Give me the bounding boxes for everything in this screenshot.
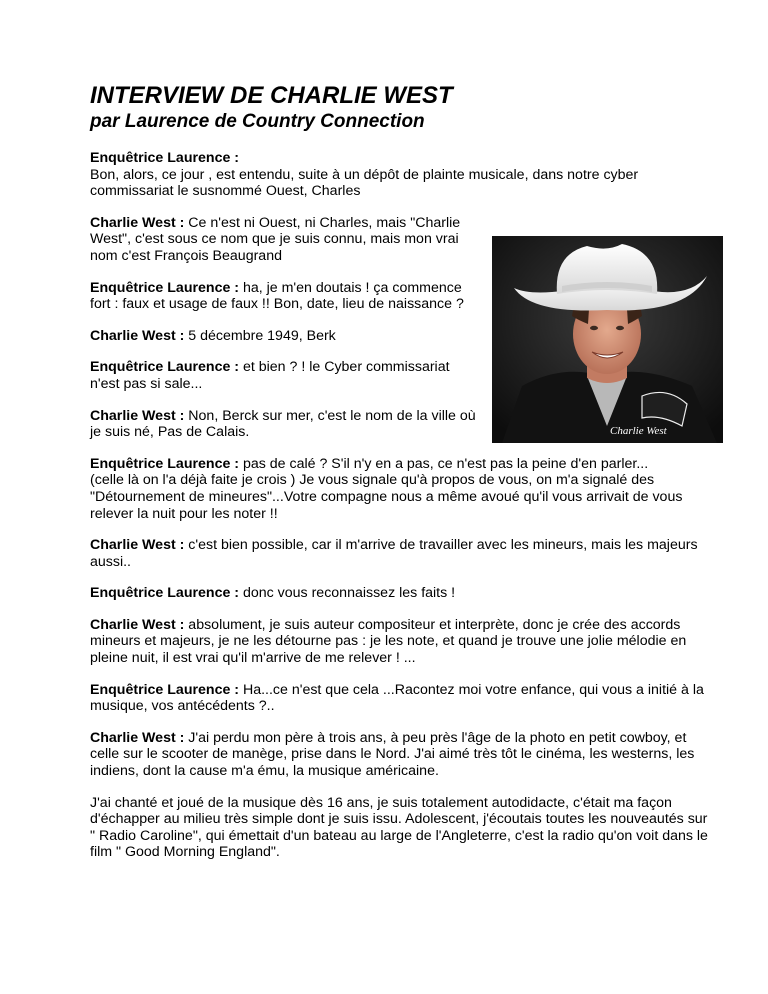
speaker-label: Charlie West : xyxy=(90,616,185,633)
speaker-label: Charlie West : xyxy=(90,214,185,231)
paragraph-text: Ha...ce n'est que cela ...Racontez moi votre enfance, qui vous a initié à la musique, vos antécédents ?.. xyxy=(90,681,704,715)
paragraph xyxy=(90,150,710,200)
speaker-label: Charlie West : xyxy=(90,729,185,746)
paragraph xyxy=(90,617,710,667)
paragraph-text: Ce n'est ni Ouest, ni Charles, mais "Charlie West", c'est sous ce nom que je suis connu, mais mon vrai nom c'est François Beaugrand xyxy=(90,214,461,264)
paragraph xyxy=(90,359,480,392)
paragraph xyxy=(90,730,710,780)
paragraph-text: pas de calé ? S'il n'y en a pas, ce n'est pas la peine d'en parler... xyxy=(239,455,649,472)
speaker-label: Enquêtrice Laurence : xyxy=(90,150,240,166)
speaker-label: Enquêtrice Laurence : xyxy=(90,455,240,472)
paragraph-text: et bien ? ! le Cyber commissariat n'est pas si sale... xyxy=(90,359,450,392)
paragraph xyxy=(90,456,710,522)
paragraph xyxy=(90,585,710,602)
signature-text: Charlie West xyxy=(610,425,667,437)
paragraph-text: donc vous reconnaissez les faits ! xyxy=(239,585,456,602)
paragraph xyxy=(90,215,480,265)
document-title: INTERVIEW DE CHARLIE WEST xyxy=(90,82,453,109)
speaker-label: Enquêtrice Laurence : xyxy=(90,681,240,698)
speaker-label: Charlie West : xyxy=(90,537,185,554)
paragraph xyxy=(90,408,480,441)
paragraph-text: J'ai chanté et joué de la musique dès 16 ans, je suis totalement autodidacte, c'était ma façon d'échapper au milieu très simple dont je suis issu. Adolescent, j'écoutais toutes les nouveautés sur " Radio Caroline", qui émettait d'un bateau au large de l'Angleterre, c'est la radio qu'on voit dans le film " Good Morning England". xyxy=(90,794,708,861)
paragraph xyxy=(90,537,710,570)
speaker-label: Charlie West : xyxy=(90,407,185,424)
paragraph-text: c'est bien possible, car il m'arrive de travailler avec les mineurs, mais les majeurs aussi.. xyxy=(90,537,698,570)
paragraph-text: (celle là on l'a déjà faite je crois ) Je vous signale qu'à propos de vous, on m'a signalé des "Détournement de mineures"...Votre compagne nous a même avoué qu'il vous arrivait de vous relever la nuit pour les noter !! xyxy=(90,472,683,522)
paragraph-text: absolument, je suis auteur compositeur et interprète, donc je crée des accords mineurs et majeurs, je ne les détourne pas : je les note, et quand je trouve une jolie mélodie en pleine nuit, il est vrai qu'il m'arrive de me relever ! ... xyxy=(90,616,687,667)
speaker-label: Enquêtrice Laurence : xyxy=(90,359,240,376)
speaker-label: Charlie West : xyxy=(90,327,185,344)
charlie-west-photo xyxy=(492,236,723,443)
paragraph-text: 5 décembre 1949, Berk xyxy=(184,327,336,344)
paragraph-text: ha, je m'en doutais ! ça commence fort : faux et usage de faux !! Bon, date, lieu de naissance ? xyxy=(90,279,464,313)
paragraph-text: Bon, alors, ce jour , est entendu, suite à un dépôt de plainte musicale, dans notre cyber commissariat le susnommé Ouest, Charles xyxy=(90,166,639,200)
document-page xyxy=(90,82,710,876)
paragraph xyxy=(90,280,480,313)
speaker-label: Enquêtrice Laurence : xyxy=(90,279,240,296)
paragraph xyxy=(90,795,710,861)
paragraph xyxy=(90,328,480,345)
cowboy-portrait-image xyxy=(492,236,723,443)
speaker-label: Enquêtrice Laurence : xyxy=(90,585,240,602)
document-subtitle: par Laurence de Country Connection xyxy=(90,111,425,132)
paragraph xyxy=(90,682,710,715)
paragraph-text: J'ai perdu mon père à trois ans, à peu près l'âge de la photo en petit cowboy, et celle sur le scooter de manège, prise dans le Nord. J'ai aimé très tôt le cinéma, les westerns, les indiens, dont la cause m'a ému, la musique américaine. xyxy=(90,729,695,780)
paragraph-text: Non, Berck sur mer, c'est le nom de la ville où je suis né, Pas de Calais. xyxy=(90,407,476,441)
